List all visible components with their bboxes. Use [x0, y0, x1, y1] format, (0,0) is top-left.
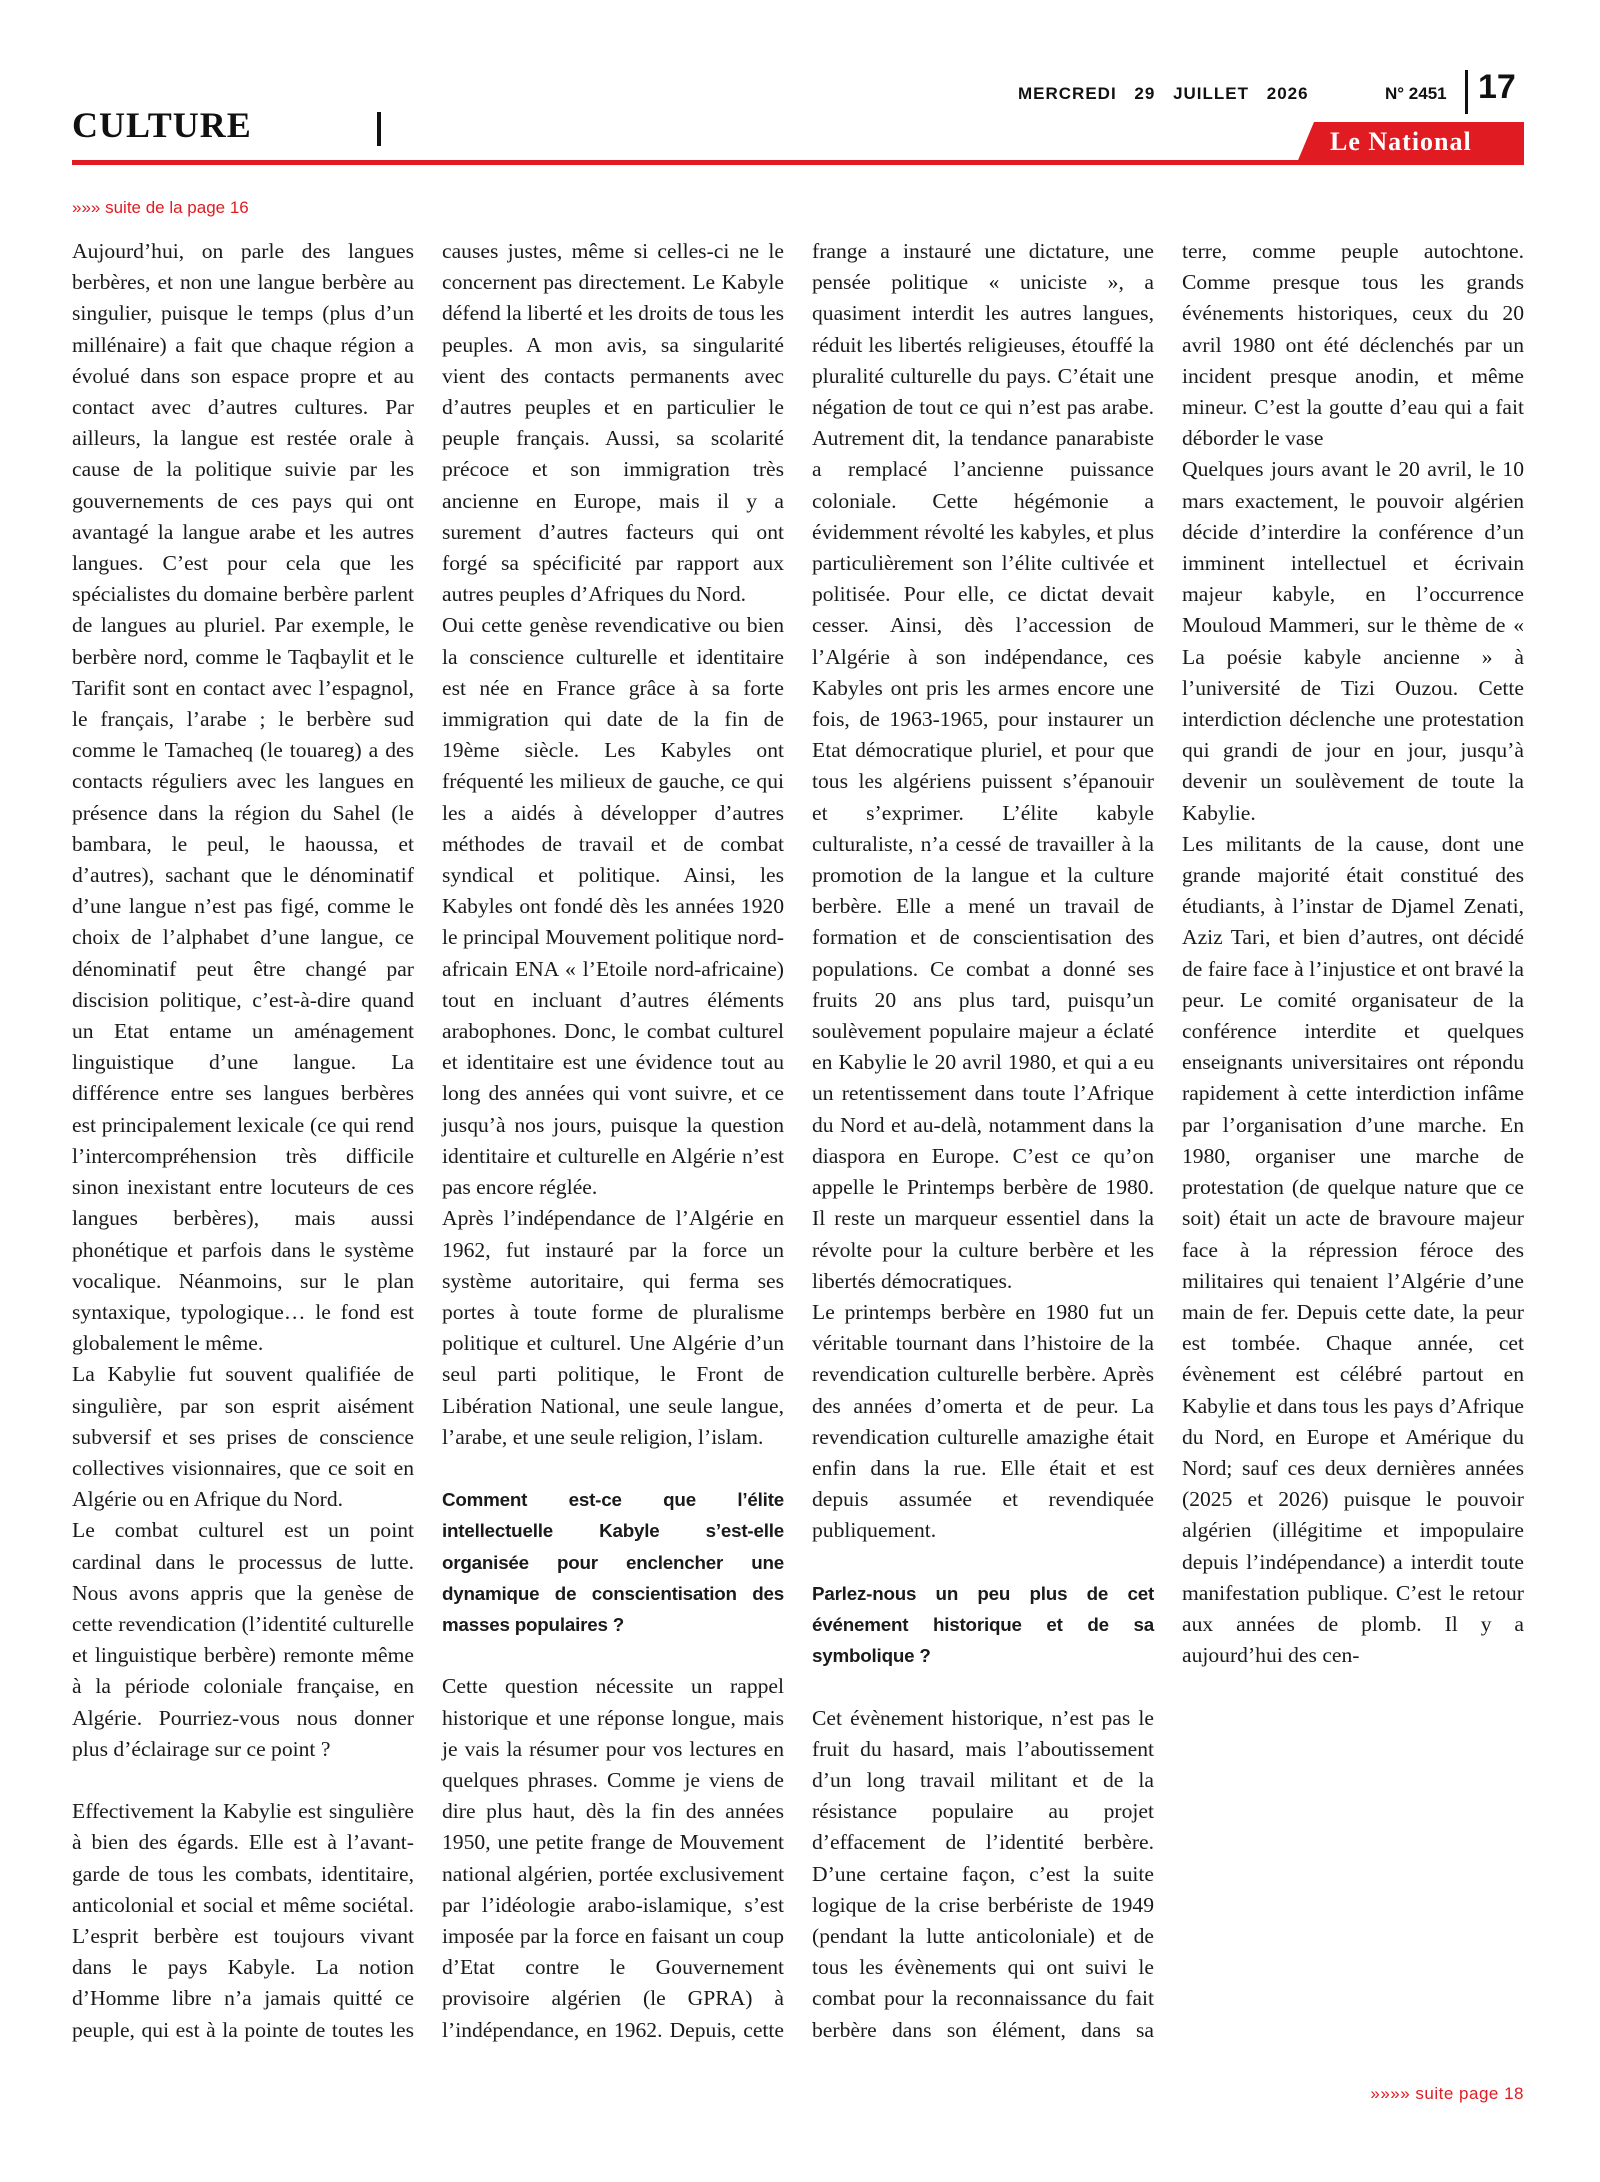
paragraph-spacer	[812, 1547, 1154, 1578]
brand-name: Le National	[1330, 127, 1472, 156]
article-paragraph: Le combat culturel est un point cardinal dans le processus de lutte. Nous avons appris que la genèse de cette revendication (l’identité culturelle et linguistique berbère) remonte même à la période coloniale française, en Algérie. Pourriez-vous nous donner plus d’éclairage sur ce point ?	[72, 1518, 414, 1761]
date-year: 2026	[1266, 84, 1309, 103]
article-paragraph: Oui cette genèse revendicative ou bien la conscience culturelle et identitaire est née en France grâce à sa forte immigration qui date de la fin de 19ème siècle. Les Kabyles ont fréquenté les milieux de gauche, ce qui les a aidés à développer d’autres méthodes de travail et de combat syndical et politique. Ainsi, les Kabyles ont fondé dès les années 1920 le principal Mouvement politique nord-africain ENA « l’Etoile nord-africaine) tout en incluant d’autres éléments arabophones. Donc, le combat culturel et identitaire est une évidence tout au long des années qui vont suivre, et ce jusqu’à nos jours, puisque la question identitaire et culturelle en Algérie n’est pas encore réglée.	[442, 613, 784, 1200]
paragraph-spacer	[442, 1640, 784, 1671]
continued-from-link[interactable]: »»» suite de la page 16	[72, 198, 249, 217]
paragraph-spacer	[812, 1671, 1154, 1702]
article-paragraph: Cette question nécessite un rappel historique et une réponse longue, mais je vais la résumer pour vos lectures en quelques phrases. Comme je viens de dire plus haut, dès la fin des années 1950, une petite frange de Mouvement national algérien, portée exclusivement par l’idéologie arabo-islamique, s’est imposée par la force en faisant un coup d’Etat contre le Gouvernement provisoire algérien (le GPRA) à l’indépendance, en 1962. Depuis, cette frange a instauré une dictature, une pensée politique « uniciste », a quasiment interdit les autres langues, réduit les libertés religieuses, étouffé la pluralité culturelle du pays. C’était une négation de tout ce qui n’est pas arabe. Autrement dit, la tendance panarabiste a remplacé l’ancienne puissance coloniale. Cette hégémonie a évidemment révolté les kabyles, et plus particulièrement son l’élite cultivée et politisée. Pour elle, ce dictat devait cesser. Ainsi, dès l’accession de l’Algérie à son indépendance, ces Kabyles ont pris les armes encore une fois, de 1963-1965, pour instaurer un Etat démocratique pluriel, et pour que tous les algériens puissent s’épanouir et s’exprimer. L’élite kabyle culturaliste, n’a cessé de travailler à la promotion de la langue et la culture berbère. Elle a mené un travail de formation et de conscientisation des populations. Ce combat a donné ses fruits 20 ans plus tard, puisqu’un soulèvement populaire majeur a éclaté en Kabylie le 20 avril 1980, et qui a eu un retentissement dans toute l’Afrique du Nord et au-delà, notamment dans la diaspora en Europe. C’est ce qu’on appelle le Printemps berbère de 1980. Il reste un marqueur essentiel dans la révolte pour la culture berbère et les libertés démocratiques.	[442, 239, 1154, 2042]
interview-question: Parlez-nous un peu plus de cet événement historique et de sa symbolique ?	[812, 1582, 1154, 1667]
article-paragraph: Aujourd’hui, on parle des langues berbères, et non une langue berbère au singulier, puisque le temps (plus d’un millénaire) a fait que chaque région a évolué dans son espace propre et au contact avec d’autres cultures. Par ailleurs, la langue est restée orale à cause de la politique suivie par les gouvernements de ces pays qui ont avantagé la langue arabe et les autres langues. C’est pour cela que les spécialistes du domaine berbère parlent de langues au pluriel. Par exemple, le berbère nord, comme le Taqbaylit et le Tarifit sont en contact avec l’espagnol, le français, l’arabe ; le berbère sud comme le Tamacheq (le touareg) a des contacts réguliers avec les langues en présence dans la région du Sahel (le bambara, le peul, le haoussa, et d’autres), sachant que le dénominatif d’une langue n’est pas figé, comme le choix de l’alphabet d’une langue, ce dénominatif peut être changé par discision politique, c’est-à-dire quand un Etat entame un aménagement linguistique d’une langue. La différence entre ses langues berbères est principalement lexicale (ce qui rend l’intercompréhension très difficile sinon inexistant entre locuteurs de ces langues berbères), mais aussi phonétique et parfois dans le système vocalique. Néanmoins, sur le plan syntaxique, typologique… le fond est globalement le même.	[72, 239, 414, 1356]
article-paragraph: Effectivement la Kabylie est singulière à bien des égards. Elle est à l’avant-garde de tous les combats, identitaire, anticolonial et social et même sociétal. L’esprit berbère est toujours vivant dans le pays Kabyle. La notion d’Homme libre n’a jamais quitté ce peuple, qui est à la pointe de toutes les causes justes, même si celles-ci ne le concernent pas directement. Le Kabyle défend la liberté et les droits de tous les peuples. A mon avis, sa singularité vient des contacts permanents avec d’autres peuples et en particulier le peuple français. Aussi, sa scolarité précoce et son immigration très ancienne en Europe, mais il y a surement d’autres facteurs qui ont forgé sa spécificité par rapport aux autres peuples d’Afriques du Nord.	[72, 239, 784, 2042]
article-paragraph: Cet évènement historique, n’est pas le fruit du hasard, mais l’aboutissement d’un long travail militant et de la résistance populaire au projet d’effacement de l’identité berbère. D’une certaine façon, c’est la suite logique de la crise berbériste de 1949 (pendant la lutte anticoloniale) et de tous les évènements qui ont suivi le combat pour la reconnaissance du fait berbère dans son élément, dans sa terre, comme peuple autochtone. Comme presque tous les grands événements historiques, ceux du 20 avril 1980 ont été déclenchés par un incident presque anodin, et même mineur. C’est la goutte d’eau qui a fait déborder le vase	[812, 239, 1524, 2042]
article-paragraph: Le printemps berbère en 1980 fut un véritable tournant dans l’histoire de la revendication culturelle berbère. Après des années d’omerta et de peur. La revendication culturelle amazighe était enfin dans la rue. Elle était et est depuis assumée et revendiquée publiquement.	[812, 1299, 1154, 1543]
issue-number: N° 2451	[1385, 84, 1447, 103]
header-rule	[72, 160, 1524, 165]
continued-to-link[interactable]: »»»» suite page 18	[1370, 2084, 1524, 2103]
issue-date	[1018, 84, 1309, 104]
article-body	[72, 236, 1524, 2054]
date-month: JUILLET	[1173, 84, 1250, 103]
article-paragraph: Les militants de la cause, dont une grande majorité était constitué des étudiants, à l’instar de Djamel Zenati, Aziz Tari, et bien d’autres, ont décidé de faire face à l’injustice et ont bravé la peur. Le comité organisateur de la conférence interdite et quelques enseignants universitaires ont répondu rapidement à cette interdiction infâme par l’organisation d’une marche. En 1980, organiser une marche de protestation (de quelque nature que ce soit) était un acte de bravoure majeur face à la répression féroce des militaires qui tenaient l’Algérie d’une main de fer. Depuis cette date, la peur est tombée. Chaque année, cet évènement est célébré partout en Kabylie et dans tous les pays d’Afrique du Nord, en Europe et Amérique du Nord; sauf ces deux dernières années (2025 et 2026) puisque le pouvoir algérien (illégitime et impopulaire depuis l’indépendance) a interdit toute manifestation publique. C’est le retour aux années de plomb. Il y a aujourd’hui des cen-	[1182, 831, 1524, 1668]
article-paragraph: La Kabylie fut souvent qualifiée de singulière, par son esprit aisément subversif et ses prises de conscience collectives visionnaires, que ce soit en Algérie ou en Afrique du Nord.	[72, 1362, 414, 1512]
article-paragraph: Quelques jours avant le 20 avril, le 10 mars exactement, le pouvoir algérien décide d’interdire la conférence d’un imminent intellectuel et écrivain majeur kabyle, en l’occurrence Mouloud Mammeri, sur le thème de « La poésie kabyle ancienne » à l’université de Tizi Ouzou. Cette interdiction déclenche une protestation qui grandi de jour en jour, jusqu’à devenir un soulèvement de toute la Kabylie.	[1182, 457, 1524, 825]
section-title: CULTURE	[72, 105, 252, 145]
page-number: 17	[1478, 68, 1516, 106]
interview-question: Comment est-ce que l’élite intellectuelle Kabyle s’est-elle organisée pour enclencher une dynamique de conscientisation des masses populaires ?	[442, 1489, 784, 1635]
section-divider	[377, 112, 381, 146]
date-day: 29	[1134, 84, 1156, 103]
article-paragraph: Après l’indépendance de l’Algérie en 1962, fut instauré par la force un système autoritaire, qui ferma ses portes à toute forme de pluralisme politique et culturel. Une Algérie d’un seul parti politique, le Front de Libération National, une seule langue, l’arabe, et une seule religion, l’islam.	[442, 1206, 784, 1449]
paragraph-spacer	[442, 1453, 784, 1484]
paragraph-spacer	[72, 1765, 414, 1796]
page-number-divider	[1465, 70, 1468, 114]
date-weekday: MERCREDI	[1018, 84, 1117, 103]
